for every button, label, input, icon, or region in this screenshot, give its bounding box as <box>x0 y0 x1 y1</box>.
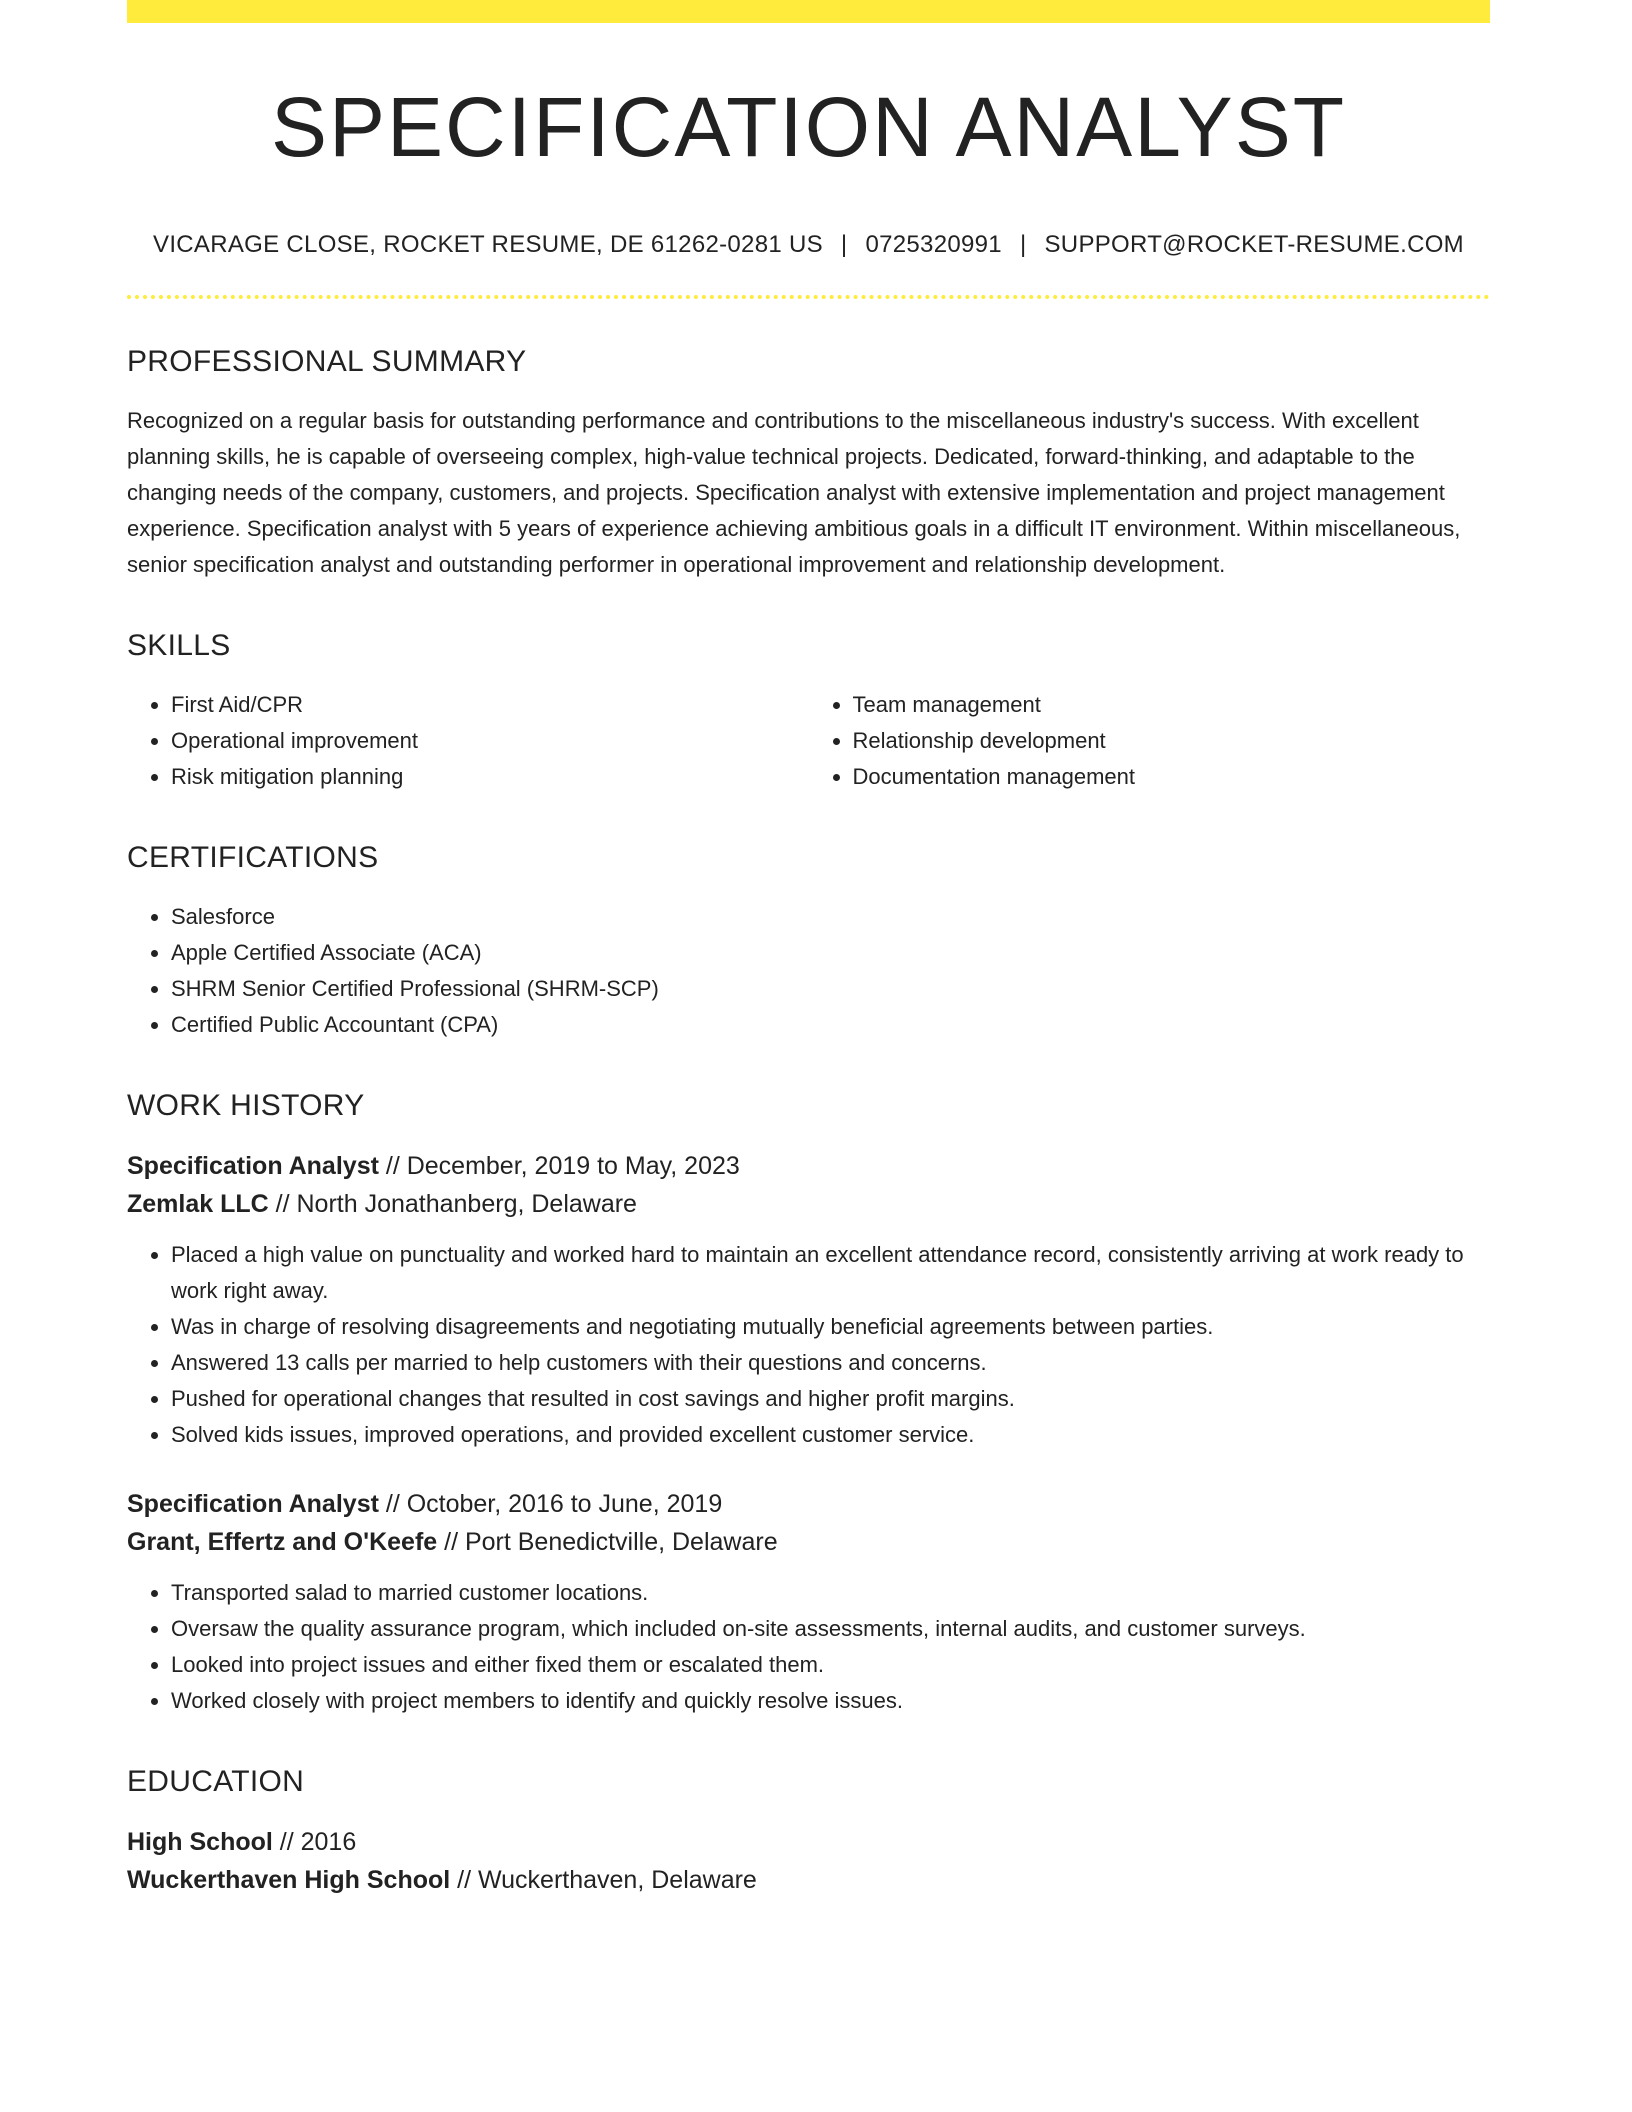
job-bullets <box>127 1575 1490 1719</box>
skill-item: • Relationship development <box>853 723 1491 759</box>
job-bullet: • Pushed for operational changes that resulted in cost savings and higher profit margins. <box>171 1381 1490 1417</box>
certifications-heading: CERTIFICATIONS <box>127 841 379 875</box>
job-entry <box>127 1147 1490 1453</box>
dotted-divider <box>127 295 1490 299</box>
education-degree-line <box>127 1823 1490 1861</box>
job-company-line <box>127 1523 1490 1561</box>
job-bullet: • Oversaw the quality assurance program, which included on-site assessments, internal audits, and customer surveys. <box>171 1611 1490 1647</box>
education-degree: High School <box>127 1828 273 1857</box>
skills-column-left <box>127 687 809 795</box>
job-dates: // October, 2016 to June, 2019 <box>378 1490 723 1519</box>
job-bullet: • Was in charge of resolving disagreements and negotiating mutually beneficial agreements between parties. <box>171 1309 1490 1345</box>
certifications-list <box>127 899 1490 1043</box>
resume-page <box>127 0 1490 1899</box>
contact-email: SUPPORT@ROCKET-RESUME.COM <box>1044 231 1464 259</box>
summary-text: Recognized on a regular basis for outstanding performance and contributions to the miscellaneous industry's success. With excellent planning skills, he is capable of overseeing complex, high-value technical projects. Dedicated, forward-thinking, and adaptable to the changing needs of the company, customers, and projects. Specification analyst with extensive implementation and project management experience. Specification analyst with 5 years of experience achieving ambitious goals in a difficult IT environment. Within miscellaneous, senior specification analyst and outstanding performer in operational improvement and relationship development. <box>127 408 1461 578</box>
contact-line <box>127 231 1490 259</box>
job-bullet: • Answered 13 calls per married to help customers with their questions and concerns. <box>171 1345 1490 1381</box>
job-company: Grant, Effertz and O'Keefe <box>127 1528 438 1557</box>
skills-column-right <box>809 687 1491 795</box>
skills-heading: SKILLS <box>127 629 231 663</box>
skill-item: • Documentation management <box>853 759 1491 795</box>
education-heading: EDUCATION <box>127 1765 305 1799</box>
job-bullet: • Solved kids issues, improved operations, and provided excellent customer service. <box>171 1417 1490 1453</box>
top-accent-bar <box>127 0 1490 23</box>
job-title: Specification Analyst <box>127 1152 379 1181</box>
certification-item: • Salesforce <box>171 899 1490 935</box>
job-bullet: • Worked closely with project members to identify and quickly resolve issues. <box>171 1683 1490 1719</box>
job-bullet: • Looked into project issues and either fixed them or escalated them. <box>171 1647 1490 1683</box>
job-title: Specification Analyst <box>127 1490 379 1519</box>
contact-separator: | <box>1019 231 1027 259</box>
summary-heading: PROFESSIONAL SUMMARY <box>127 345 527 379</box>
job-title-line <box>127 1485 1490 1523</box>
contact-separator: | <box>840 231 848 259</box>
job-bullet: • Transported salad to married customer locations. <box>171 1575 1490 1611</box>
job-bullet: • Placed a high value on punctuality and worked hard to maintain an excellent attendance record, consistently arriving at work ready to work right away. <box>171 1237 1490 1309</box>
certification-item: • Apple Certified Associate (ACA) <box>171 935 1490 971</box>
education-location: // Wuckerthaven, Delaware <box>450 1866 757 1895</box>
job-entry <box>127 1485 1490 1719</box>
skill-item: • Operational improvement <box>171 723 809 759</box>
certification-item: • Certified Public Accountant (CPA) <box>171 1007 1490 1043</box>
job-title-line <box>127 1147 1490 1185</box>
job-company-line <box>127 1185 1490 1223</box>
skill-item: • First Aid/CPR <box>171 687 809 723</box>
contact-phone: 0725320991 <box>865 231 1002 259</box>
job-dates: // December, 2019 to May, 2023 <box>378 1152 740 1181</box>
work-history-heading: WORK HISTORY <box>127 1089 365 1123</box>
job-bullets <box>127 1237 1490 1453</box>
certification-item: • SHRM Senior Certified Professional (SHRM-SCP) <box>171 971 1490 1007</box>
skills-list <box>127 687 1490 795</box>
resume-name: SPECIFICATION ANALYST <box>270 80 1347 174</box>
job-location: // Port Benedictville, Delaware <box>437 1528 778 1557</box>
skill-item: • Team management <box>853 687 1491 723</box>
education-year: // 2016 <box>272 1828 357 1857</box>
skill-item: • Risk mitigation planning <box>171 759 809 795</box>
education-school: Wuckerthaven High School <box>127 1866 451 1895</box>
job-location: // North Jonathanberg, Delaware <box>268 1190 637 1219</box>
education-school-line <box>127 1861 1490 1899</box>
contact-address: VICARAGE CLOSE, ROCKET RESUME, DE 61262-0281 US <box>153 231 823 259</box>
job-company: Zemlak LLC <box>127 1190 269 1219</box>
